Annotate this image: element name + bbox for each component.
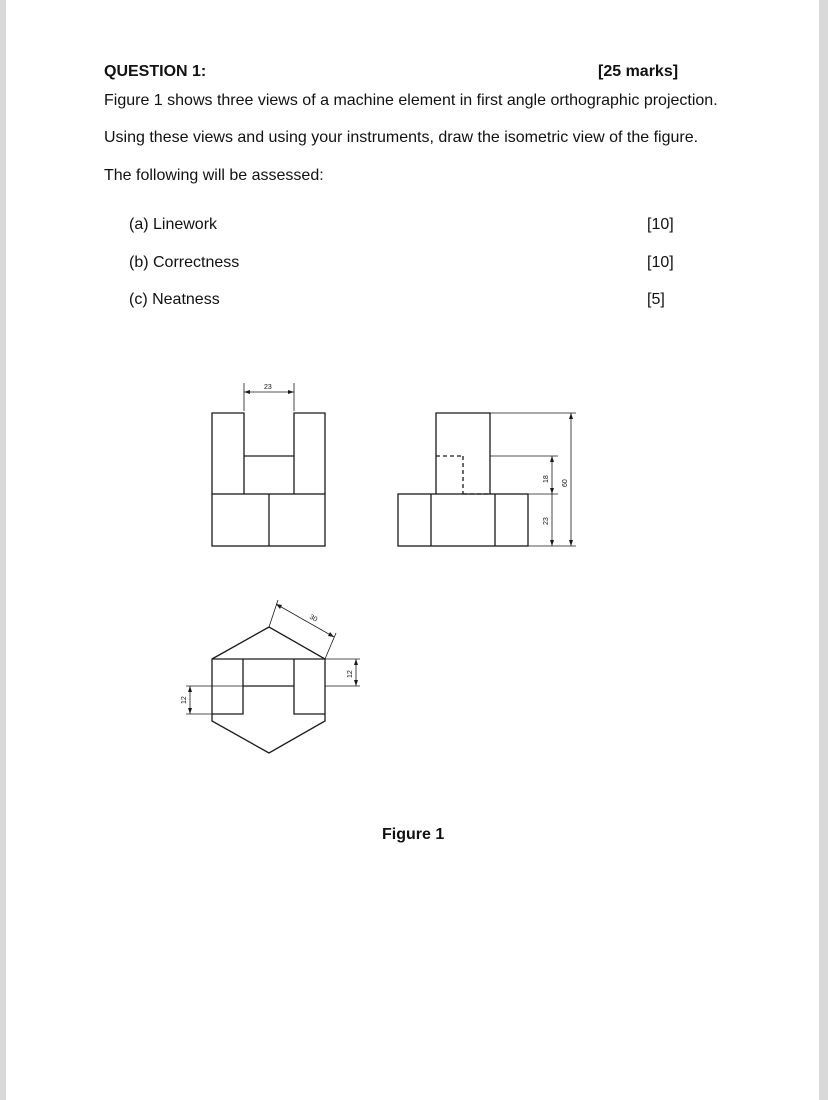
dim-plan-left: 12 xyxy=(181,696,188,704)
dim-side-upper: 18 xyxy=(543,475,550,483)
dim-side-lower: 23 xyxy=(543,517,550,525)
criterion-linework-marks: [10] xyxy=(647,216,674,233)
question-text-line-3: The following will be assessed: xyxy=(104,167,324,184)
criterion-linework-label: (a) Linework xyxy=(129,216,218,233)
question-text-line-2: Using these views and using your instruments, draw the isometric view of the figure. xyxy=(104,129,699,146)
figure-caption: Figure 1 xyxy=(382,826,445,843)
criterion-neatness-marks: [5] xyxy=(647,291,665,308)
plan-view xyxy=(181,600,360,753)
question-text-line-1: Figure 1 shows three views of a machine element in first angle orthographic projection. xyxy=(104,92,718,109)
front-view xyxy=(212,383,325,546)
question-title: QUESTION 1: xyxy=(104,63,207,80)
dim-plan-side: 30 xyxy=(308,613,319,624)
dim-side-total: 60 xyxy=(562,479,569,487)
criterion-correctness-marks: [10] xyxy=(647,254,674,271)
side-view xyxy=(398,413,576,546)
criterion-neatness-label: (c) Neatness xyxy=(129,291,220,308)
criterion-correctness-label: (b) Correctness xyxy=(129,254,240,271)
dim-front-width: 23 xyxy=(264,384,272,391)
question-marks: [25 marks] xyxy=(598,63,679,80)
dim-plan-right: 12 xyxy=(347,670,354,678)
